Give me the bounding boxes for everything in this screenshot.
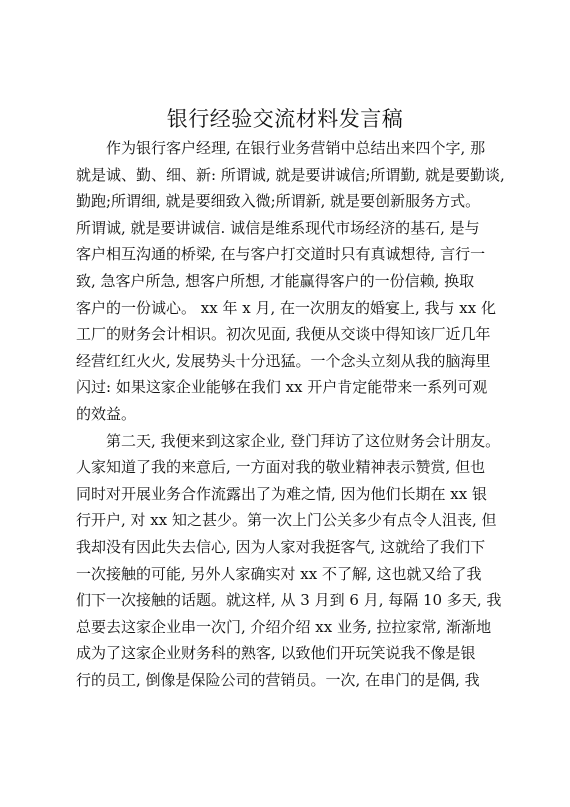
paragraph-line: 勤跑;所谓细, 就是要细致入微;所谓新, 就是要创新服务方式。: [76, 192, 481, 211]
paragraph-line: 闪过: 如果这家企业能够在我们 xx 开户肯定能带来一系列可观: [76, 378, 488, 397]
paragraph-line: 作为银行客户经理, 在银行业务营销中总结出来四个字, 那: [106, 139, 486, 157]
paragraph-line: 第二天, 我便来到这家企业, 登门拜访了这位财务会计朋友。: [106, 431, 501, 450]
paragraph-line: 们下一次接触的话题。就这样, 从 3 月到 6 月, 每隔 10 多天, 我: [76, 591, 502, 610]
paragraph-line: 经营红红火火, 发展势头十分迅猛。一个念头立刻从我的脑海里: [76, 351, 491, 370]
paragraph-line: 行的员工, 倒像是保险公司的营销员。一次, 在串门的是偶, 我: [76, 670, 480, 689]
paragraph-line: 客户相互沟通的桥梁, 在与客户打交道时只有真诚想待, 言行一: [76, 245, 486, 264]
paragraph-line: 的效益。: [76, 404, 137, 423]
paragraph-line: 成为了这家企业财务科的熟客, 以致他们开玩笑说我不像是银: [76, 644, 476, 663]
paragraph-line: 总要去这家企业串一次门, 介绍介绍 xx 业务, 拉拉家常, 渐渐地: [76, 617, 492, 636]
paragraph-line: 一次接触的可能, 另外人家确实对 xx 不了解, 这也就又给了我: [76, 564, 482, 583]
paragraph-line: 工厂的财务会计相识。初次见面, 我便从交谈中得知该厂近几年: [76, 325, 491, 344]
document-title: 银行经验交流材料发言稿: [166, 107, 404, 131]
paragraph-line: 同时对开展业务合作流露出了为难之情, 因为他们长期在 xx 银: [76, 484, 487, 503]
paragraph-line: 致, 急客户所急, 想客户所想, 才能赢得客户的一份信赖, 换取: [76, 271, 475, 290]
paragraph-line: 人家知道了我的来意后, 一方面对我的敬业精神表示赞赏, 但也: [76, 458, 486, 477]
paragraph-line: 就是诚、勤、细、新: 所谓诚, 就是要讲诚信;所谓勤, 就是要勤谈,: [76, 165, 505, 184]
document-body: [76, 135, 526, 693]
paragraph-line: 行开户, 对 xx 知之甚少。第一次上门公关多少有点令人沮丧, 但: [76, 511, 497, 530]
paragraph-line: 所谓诚, 就是要讲诚信. 诚信是维系现代市场经济的基石, 是与: [76, 218, 480, 237]
paragraph-line: 客户的一份诚心。 xx 年 x 月, 在一次朋友的婚宴上, 我与 xx 化: [76, 298, 496, 317]
paragraph-line: 我却没有因此失去信心, 因为人家对我挺客气, 这就给了我们下: [76, 537, 486, 556]
